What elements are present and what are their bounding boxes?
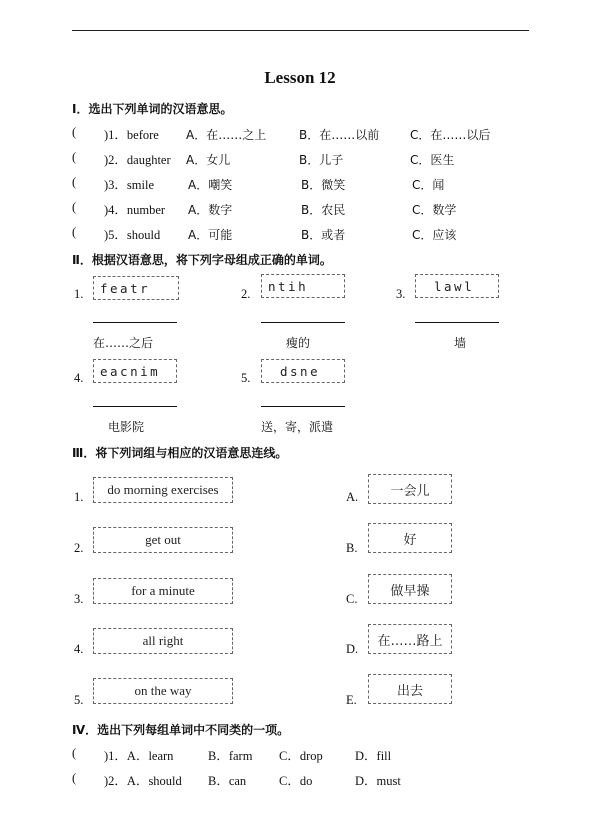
answer-paren: ( bbox=[72, 771, 77, 785]
option-c: C．drop bbox=[279, 749, 323, 763]
answer-line[interactable] bbox=[415, 322, 499, 323]
item-number: 4. bbox=[74, 371, 84, 385]
chinese-meaning-box[interactable]: 一会儿 bbox=[368, 474, 452, 504]
scrambled-letters-box: ntih bbox=[261, 274, 345, 298]
option-d: D．fill bbox=[355, 749, 392, 763]
section-2-heading: Ⅱ．根据汉语意思，将下列字母组成正确的单词。 bbox=[72, 253, 332, 267]
option-b: B．在……以前 bbox=[299, 128, 380, 142]
english-phrase-box[interactable]: for a minute bbox=[93, 578, 233, 604]
option-c: C．医生 bbox=[410, 153, 455, 167]
option-a: A．嘲笑 bbox=[188, 178, 233, 192]
phrase-number: 3. bbox=[74, 592, 84, 606]
section-4-heading: Ⅳ．选出下列每组单词中不同类的一项。 bbox=[72, 723, 290, 737]
scrambled-letters-box: featr bbox=[93, 276, 179, 300]
option-b: B．儿子 bbox=[299, 153, 344, 167]
english-phrase-box[interactable]: all right bbox=[93, 628, 233, 654]
meaning-letter: A. bbox=[346, 490, 359, 504]
section-3-heading: Ⅲ．将下列词组与相应的汉语意思连线。 bbox=[72, 446, 288, 460]
chinese-hint: 瘦的 bbox=[286, 336, 311, 350]
question-word: )2．daughter bbox=[104, 153, 171, 167]
option-b: B．farm bbox=[208, 749, 253, 763]
item-number: 3. bbox=[396, 287, 406, 301]
meaning-letter: B. bbox=[346, 541, 358, 555]
chinese-hint: 墙 bbox=[454, 336, 467, 350]
option-a: A．女儿 bbox=[186, 153, 231, 167]
answer-line[interactable] bbox=[261, 406, 345, 407]
item-number: 1. bbox=[74, 287, 84, 301]
item-number: 5. bbox=[241, 371, 251, 385]
answer-line[interactable] bbox=[261, 322, 345, 323]
scrambled-letters-box: eacnim bbox=[93, 359, 177, 383]
answer-line[interactable] bbox=[93, 406, 177, 407]
chinese-hint: 在……之后 bbox=[93, 336, 154, 350]
option-c: C．数学 bbox=[412, 203, 457, 217]
option-a: A．可能 bbox=[188, 228, 233, 242]
chinese-hint: 送，寄，派遣 bbox=[261, 420, 334, 434]
option-b: B．农民 bbox=[301, 203, 346, 217]
option-c: C．闻 bbox=[412, 178, 445, 192]
option-b: B．或者 bbox=[301, 228, 346, 242]
option-a: A．在……之上 bbox=[186, 128, 267, 142]
answer-paren: ( bbox=[72, 225, 77, 239]
answer-line[interactable] bbox=[93, 322, 177, 323]
phrase-number: 2. bbox=[74, 541, 84, 555]
option-d: D．must bbox=[355, 774, 401, 788]
meaning-letter: C. bbox=[346, 592, 358, 606]
option-c: C．应该 bbox=[412, 228, 457, 242]
chinese-meaning-box[interactable]: 好 bbox=[368, 523, 452, 553]
phrase-number: 1. bbox=[74, 490, 84, 504]
option-a: )1．A．learn bbox=[104, 749, 174, 763]
answer-paren: ( bbox=[72, 175, 77, 189]
scrambled-letters-box: lawl bbox=[415, 274, 499, 298]
meaning-letter: D. bbox=[346, 642, 359, 656]
header-rule bbox=[72, 30, 529, 31]
scrambled-letters-box: dsne bbox=[261, 359, 345, 383]
answer-paren: ( bbox=[72, 150, 77, 164]
option-c: C．在……以后 bbox=[410, 128, 491, 142]
phrase-number: 5. bbox=[74, 693, 84, 707]
english-phrase-box[interactable]: get out bbox=[93, 527, 233, 553]
chinese-meaning-box[interactable]: 在……路上 bbox=[368, 624, 452, 654]
section-1-heading: I．选出下列单词的汉语意思。 bbox=[72, 102, 233, 116]
question-word: )3．smile bbox=[104, 178, 154, 192]
page-title: Lesson 12 bbox=[264, 68, 336, 87]
question-word: )5．should bbox=[104, 228, 161, 242]
option-c: C．do bbox=[279, 774, 313, 788]
chinese-meaning-box[interactable]: 做早操 bbox=[368, 574, 452, 604]
english-phrase-box[interactable]: on the way bbox=[93, 678, 233, 704]
question-word: )4．number bbox=[104, 203, 166, 217]
meaning-letter: E. bbox=[346, 693, 357, 707]
option-a: A．数字 bbox=[188, 203, 233, 217]
item-number: 2. bbox=[241, 287, 251, 301]
phrase-number: 4. bbox=[74, 642, 84, 656]
option-b: B．微笑 bbox=[301, 178, 346, 192]
english-phrase-box[interactable]: do morning exercises bbox=[93, 477, 233, 503]
answer-paren: ( bbox=[72, 746, 77, 760]
option-b: B．can bbox=[208, 774, 247, 788]
answer-paren: ( bbox=[72, 200, 77, 214]
question-word: )1．before bbox=[104, 128, 159, 142]
chinese-meaning-box[interactable]: 出去 bbox=[368, 674, 452, 704]
answer-paren: ( bbox=[72, 125, 77, 139]
chinese-hint: 电影院 bbox=[108, 420, 145, 434]
option-a: )2．A．should bbox=[104, 774, 182, 788]
